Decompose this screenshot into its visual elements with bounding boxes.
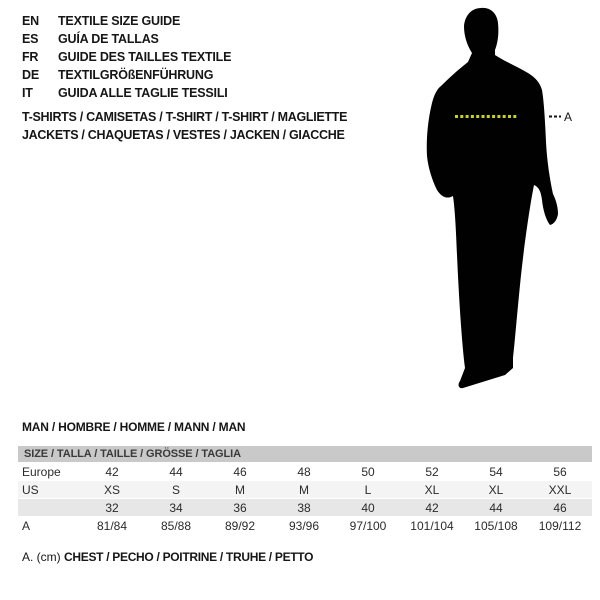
language-label: TEXTILGRÖßENFÜHRUNG	[58, 68, 214, 82]
language-row-en	[22, 12, 231, 30]
category-line-tshirts: T-SHIRTS / CAMISETAS / T-SHIRT / T-SHIRT / MAGLIETTE	[22, 110, 348, 124]
man-silhouette-shape	[427, 8, 558, 388]
language-row-it	[22, 84, 231, 102]
size-value-cell: 52	[425, 464, 439, 479]
section-title-man: MAN / HOMBRE / HOMME / MANN / MAN	[22, 420, 246, 434]
footnote-prefix: A. (cm)	[22, 550, 61, 564]
language-code: FR	[22, 50, 39, 64]
footnote-text: CHEST / PECHO / POITRINE / TRUHE / PETTO	[64, 550, 314, 564]
language-label: TEXTILE SIZE GUIDE	[58, 14, 181, 28]
size-value-cell: S	[171, 482, 180, 497]
category-line-jackets: JACKETS / CHAQUETAS / VESTES / JACKEN / GIACCHE	[22, 128, 345, 142]
size-value-cell: 81/84	[96, 518, 128, 533]
size-value-cell: 89/92	[224, 518, 256, 533]
size-value-cell: 109/112	[538, 518, 582, 533]
language-label: GUIDA ALLE TAGLIE TESSILI	[58, 86, 228, 100]
size-value-cell: 105/108	[474, 518, 518, 533]
language-code: EN	[22, 14, 39, 28]
size-value-cell: M	[299, 482, 309, 497]
size-value-cell: 85/88	[160, 518, 192, 533]
category-lines	[22, 108, 347, 144]
chest-measure-label: A	[564, 110, 573, 124]
man-silhouette	[415, 0, 600, 400]
language-code: DE	[22, 68, 39, 82]
size-value-cell: 32	[105, 500, 119, 515]
table-row	[18, 499, 592, 516]
size-value-cell: 46	[233, 464, 247, 479]
size-value-cell: 38	[297, 500, 311, 515]
language-label: GUÍA DE TALLAS	[58, 32, 159, 46]
row-label: US	[22, 482, 39, 497]
table-row-us	[18, 481, 592, 498]
size-value-cell: 46	[553, 500, 567, 515]
row-label: A	[22, 518, 31, 533]
language-code: ES	[22, 32, 39, 46]
size-value-cell: M	[235, 482, 245, 497]
size-table-body	[18, 463, 592, 534]
size-value-cell: 44	[169, 464, 183, 479]
size-value-cell: 50	[361, 464, 375, 479]
measurement-footnote	[22, 548, 313, 566]
size-value-cell: 101/104	[410, 518, 454, 533]
size-value-cell: 42	[105, 464, 119, 479]
language-row-fr	[22, 48, 231, 66]
size-value-cell: 36	[233, 500, 247, 515]
size-table-header: SIZE / TALLA / TAILLE / GRÖSSE / TAGLIA	[18, 446, 592, 462]
size-value-cell: XXL	[548, 482, 572, 497]
row-label: Europe	[22, 464, 61, 479]
size-value-cell: 48	[297, 464, 311, 479]
language-code: IT	[22, 86, 33, 100]
size-value-cell: 93/96	[288, 518, 320, 533]
size-value-cell: 42	[425, 500, 439, 515]
size-value-cell: 40	[361, 500, 375, 515]
language-row-es	[22, 30, 231, 48]
size-table	[18, 446, 592, 534]
size-value-cell: 54	[489, 464, 503, 479]
size-value-cell: XL	[488, 482, 504, 497]
size-value-cell: 56	[553, 464, 567, 479]
language-label: GUIDE DES TAILLES TEXTILE	[58, 50, 232, 64]
size-value-cell: 34	[169, 500, 183, 515]
language-row-de	[22, 66, 231, 84]
table-row-europe	[18, 463, 592, 480]
table-row-a	[18, 517, 592, 534]
size-value-cell: XS	[103, 482, 120, 497]
size-value-cell: 97/100	[349, 518, 387, 533]
language-list	[22, 12, 231, 102]
size-value-cell: L	[364, 482, 372, 497]
size-value-cell: 44	[489, 500, 503, 515]
size-value-cell: XL	[424, 482, 440, 497]
